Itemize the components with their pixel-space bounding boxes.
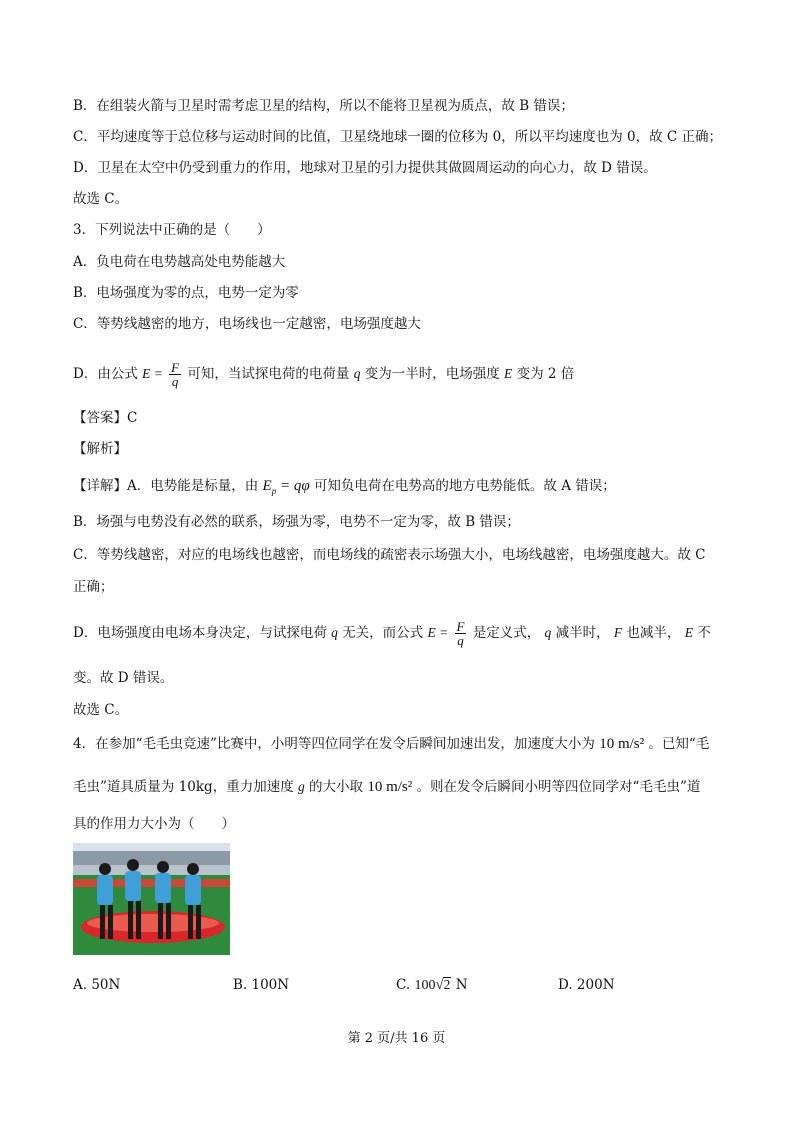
- text-segment: 【详解】A．电势能是标量，由: [73, 478, 259, 494]
- fraction-denominator: q: [171, 374, 179, 389]
- formula-symbol: E: [262, 478, 272, 494]
- text-segment: D．电场强度由电场本身决定，与试探电荷: [73, 625, 327, 641]
- choice-c: [396, 977, 468, 994]
- answer-label: 【答案】C: [73, 410, 138, 426]
- text-segment: 4．在参加“毛毛虫竞速”比赛中，小明等四位同学在发令后瞬间加速出发，加速度大小为: [73, 736, 595, 752]
- conclusion: 故选 C。: [73, 702, 129, 718]
- page-footer: 第 2 页/共 16 页: [347, 1031, 446, 1046]
- formula-ep: [263, 478, 310, 494]
- text-line: 故选 C。: [73, 191, 129, 207]
- sqrt-icon: √: [435, 977, 444, 993]
- variable-f: F: [613, 625, 623, 640]
- text-segment: 可知，当试探电荷的电荷量: [187, 366, 350, 382]
- text-line: D．卫星在太空中仍受到重力的作用，地球对卫星的引力提供其做圆周运动的向心力，故 D 错误。: [73, 160, 657, 176]
- variable-q: q: [353, 366, 361, 381]
- coefficient: 100: [414, 978, 436, 993]
- text-segment: 变为 2 倍: [516, 366, 575, 382]
- question-4-line-3: 具的作用力大小为（ ）: [73, 816, 235, 832]
- text-segment: 变为一半时，电场强度: [364, 366, 500, 382]
- detail-line-c-cont: 正确；: [73, 579, 114, 595]
- analysis-label: 【解析】: [73, 441, 127, 457]
- acceleration-value: 10 m/s²: [599, 736, 645, 752]
- choice-d: D. 200N: [558, 977, 615, 993]
- text-segment: D．由公式: [73, 366, 138, 382]
- formula-subscript: p: [271, 486, 277, 496]
- formula-lhs: E =: [427, 625, 449, 640]
- question-3-option-c: C．等势线越密的地方，电场线也一定越密，电场强度越大: [73, 316, 421, 332]
- radicand: 2: [443, 977, 451, 992]
- fraction-formula: [169, 361, 181, 388]
- text-segment: 减半时，: [555, 625, 610, 641]
- text-line: B．在组装火箭与卫星时需考虑卫星的结构，所以不能将卫星视为质点，故 B 错误；: [73, 98, 574, 114]
- fraction-numerator: F: [456, 619, 465, 634]
- variable-q: q: [544, 625, 552, 640]
- variable-e: E: [504, 366, 513, 381]
- choice-a: A. 50N: [73, 977, 121, 993]
- gravity-value: 10 m/s²: [367, 779, 413, 795]
- detail-line-d-cont: 变。故 D 错误。: [73, 670, 174, 686]
- text-segment: 是定义式，: [472, 625, 541, 641]
- fraction-numerator: F: [171, 360, 180, 375]
- variable-q: q: [331, 625, 338, 640]
- text-segment: 毛虫”道具质量为 10kg，重力加速度: [73, 779, 294, 795]
- question-3-option-a: A．负电荷在电势越高处电势能越大: [73, 254, 286, 270]
- text-segment: 也减半，: [626, 625, 681, 641]
- text-segment: 。则在发令后瞬间小明等四位同学对“毛毛虫”道: [416, 779, 701, 795]
- text-segment: 不: [697, 625, 711, 641]
- choice-b: B. 100N: [233, 977, 290, 993]
- unit: N: [455, 977, 468, 993]
- caterpillar-race-photo: [73, 843, 230, 955]
- text-segment: 可知负电荷在电势高的地方电势能低。故 A 错误；: [313, 478, 616, 494]
- formula-rhs: = qφ: [276, 478, 310, 494]
- text-segment: 。已知“毛: [648, 736, 710, 752]
- text-segment: 的大小取: [309, 779, 364, 795]
- fraction-formula: [455, 620, 467, 647]
- detail-line-d: [73, 620, 711, 647]
- variable-e: E: [684, 625, 693, 640]
- text-segment: 无关，而公式: [342, 625, 424, 641]
- question-4-line-2: [73, 777, 700, 797]
- detail-line-c: C．等势线越密，对应的电场线也越密，而电场线的疏密表示场强大小，电场线越密，电场强度越大。故 C: [73, 547, 706, 563]
- variable-g: g: [298, 779, 305, 794]
- question-4-line-1: [73, 734, 709, 754]
- choice-label: C.: [396, 977, 411, 993]
- detail-line-b: B．场强与电势没有必然的联系，场强为零，电势不一定为零，故 B 错误；: [73, 514, 520, 530]
- question-3-option-b: B．电场强度为零的点，电势一定为零: [73, 285, 299, 301]
- detail-line-a: [73, 476, 616, 501]
- text-line: C．平均速度等于总位移与运动时间的比值，卫星绕地球一圈的位移为 0，所以平均速度也为 0，故 C 正确；: [73, 129, 723, 145]
- fraction-denominator: q: [457, 633, 464, 648]
- question-3-option-d: [73, 361, 574, 388]
- formula-lhs: E =: [142, 366, 163, 381]
- question-3-stem: 3．下列说法中正确的是（ ）: [73, 222, 271, 238]
